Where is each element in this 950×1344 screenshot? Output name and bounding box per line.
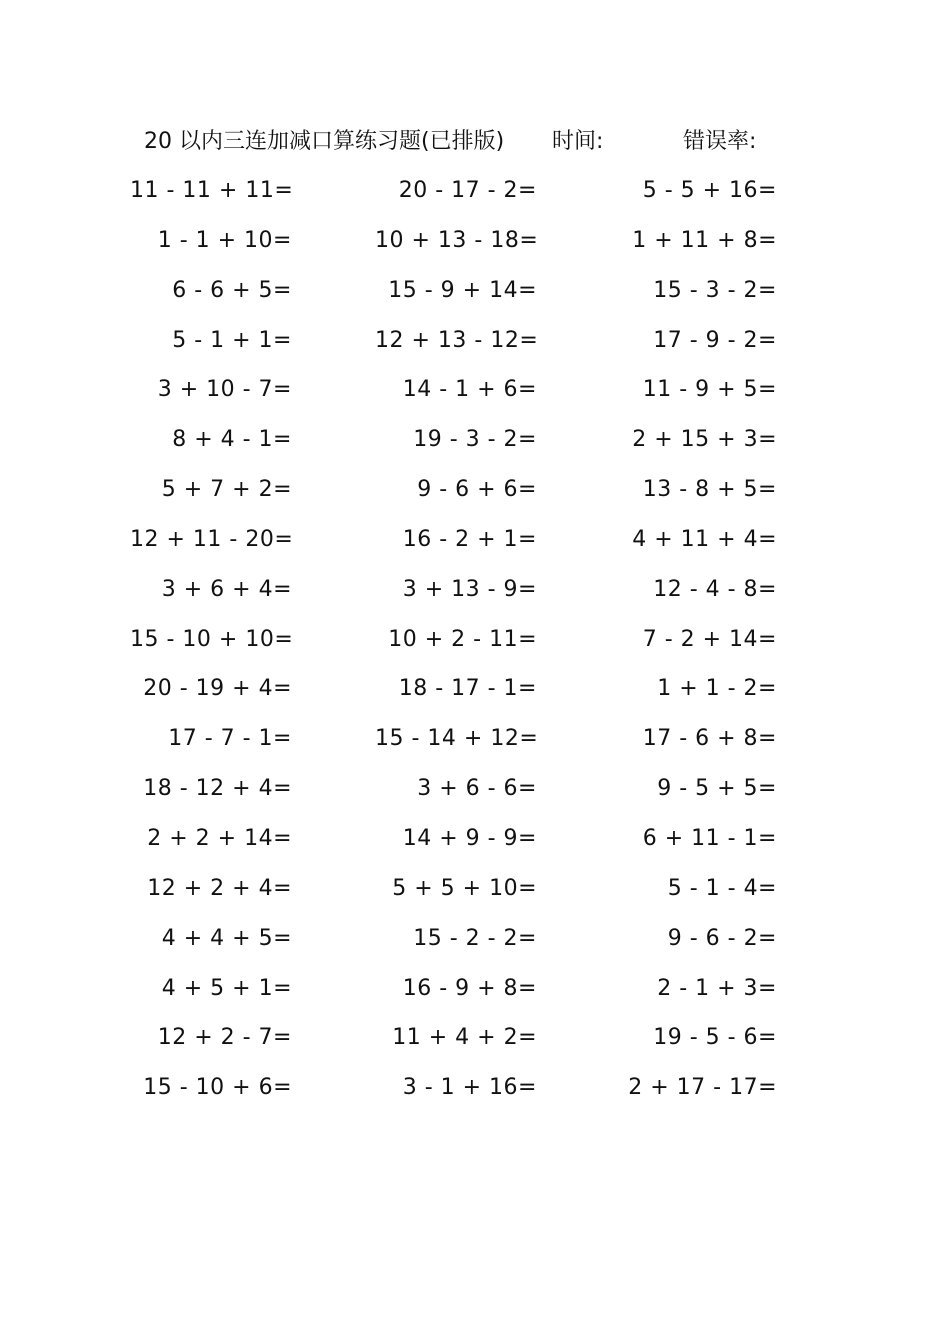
problem-cell: 15 - 10 + 10= <box>130 626 294 652</box>
problem-grid <box>0 166 950 1113</box>
problem-cell: 2 - 1 + 3= <box>657 975 777 1001</box>
problem-row <box>0 216 950 266</box>
worksheet-title: 20 以内三连加减口算练习题(已排版) <box>144 129 505 154</box>
time-label: 时间: <box>552 129 604 154</box>
problem-cell: 20 - 19 + 4= <box>143 676 292 702</box>
problem-cell: 19 - 5 - 6= <box>653 1025 777 1051</box>
problem-cell: 14 + 9 - 9= <box>402 825 537 851</box>
problem-cell: 6 + 11 - 1= <box>642 825 777 851</box>
problem-row <box>0 864 950 914</box>
problem-row <box>0 814 950 864</box>
problem-cell: 5 - 1 + 1= <box>172 327 292 353</box>
problem-cell: 11 + 4 + 2= <box>392 1025 537 1051</box>
problem-cell: 10 + 13 - 18= <box>375 227 539 253</box>
problem-row <box>0 266 950 316</box>
problem-cell: 2 + 2 + 14= <box>147 825 292 851</box>
problem-cell: 3 + 13 - 9= <box>402 576 537 602</box>
problem-cell: 15 - 3 - 2= <box>653 277 777 303</box>
problem-cell: 7 - 2 + 14= <box>642 626 777 652</box>
problem-cell: 3 + 10 - 7= <box>157 377 292 403</box>
problem-cell: 1 - 1 + 10= <box>157 227 292 253</box>
problem-cell: 20 - 17 - 2= <box>398 178 537 203</box>
problem-cell: 13 - 8 + 5= <box>642 477 777 503</box>
problem-cell: 1 + 11 + 8= <box>632 227 777 253</box>
problem-cell: 17 - 6 + 8= <box>642 726 777 752</box>
problem-cell: 11 - 11 + 11= <box>130 178 294 203</box>
problem-row <box>0 316 950 366</box>
problem-cell: 18 - 17 - 1= <box>398 676 537 702</box>
problem-cell: 9 - 6 - 2= <box>667 925 777 951</box>
problem-row <box>0 465 950 515</box>
problem-cell: 18 - 12 + 4= <box>143 776 292 802</box>
problem-cell: 2 + 15 + 3= <box>632 427 777 453</box>
problem-cell: 5 - 1 - 4= <box>667 875 777 901</box>
problem-cell: 4 + 4 + 5= <box>161 925 292 951</box>
problem-row <box>0 615 950 665</box>
problem-cell: 15 - 10 + 6= <box>143 1075 292 1101</box>
problem-cell: 19 - 3 - 2= <box>413 427 537 453</box>
problem-cell: 4 + 11 + 4= <box>632 526 777 552</box>
problem-cell: 11 - 9 + 5= <box>642 377 777 403</box>
problem-cell: 15 - 9 + 14= <box>388 277 537 303</box>
problem-row <box>0 415 950 465</box>
problem-row <box>0 914 950 964</box>
problem-cell: 9 - 6 + 6= <box>417 477 537 503</box>
problem-row <box>0 664 950 714</box>
problem-row <box>0 365 950 415</box>
problem-cell: 12 + 11 - 20= <box>130 526 294 552</box>
problem-cell: 3 + 6 + 4= <box>161 576 292 602</box>
problem-cell: 8 + 4 - 1= <box>172 427 292 453</box>
problem-cell: 6 - 6 + 5= <box>172 277 292 303</box>
problem-cell: 3 + 6 - 6= <box>417 776 537 802</box>
problem-cell: 15 - 14 + 12= <box>375 726 539 752</box>
problem-row <box>0 166 950 216</box>
problem-cell: 3 - 1 + 16= <box>402 1075 537 1101</box>
problem-cell: 12 - 4 - 8= <box>653 576 777 602</box>
problem-cell: 12 + 13 - 12= <box>375 327 539 353</box>
problem-row <box>0 714 950 764</box>
problem-cell: 15 - 2 - 2= <box>413 925 537 951</box>
problem-cell: 17 - 7 - 1= <box>168 726 292 752</box>
problem-row <box>0 964 950 1014</box>
problem-cell: 16 - 9 + 8= <box>402 975 537 1001</box>
problem-cell: 9 - 5 + 5= <box>657 776 777 802</box>
problem-cell: 17 - 9 - 2= <box>653 327 777 353</box>
problem-cell: 12 + 2 - 7= <box>157 1025 292 1051</box>
problem-row <box>0 1063 950 1113</box>
problem-row <box>0 764 950 814</box>
problem-cell: 5 + 7 + 2= <box>161 477 292 503</box>
problem-cell: 14 - 1 + 6= <box>402 377 537 403</box>
error-rate-label: 错误率: <box>683 129 757 154</box>
problem-cell: 12 + 2 + 4= <box>147 875 292 901</box>
problem-cell: 2 + 17 - 17= <box>628 1075 777 1101</box>
problem-cell: 16 - 2 + 1= <box>402 526 537 552</box>
worksheet-header <box>0 124 950 160</box>
problem-cell: 10 + 2 - 11= <box>388 626 537 652</box>
problem-cell: 5 + 5 + 10= <box>392 875 537 901</box>
problem-cell: 5 - 5 + 16= <box>642 178 777 203</box>
problem-row <box>0 1013 950 1063</box>
problem-cell: 1 + 1 - 2= <box>657 676 777 702</box>
problem-row <box>0 515 950 565</box>
problem-cell: 4 + 5 + 1= <box>161 975 292 1001</box>
problem-row <box>0 565 950 615</box>
